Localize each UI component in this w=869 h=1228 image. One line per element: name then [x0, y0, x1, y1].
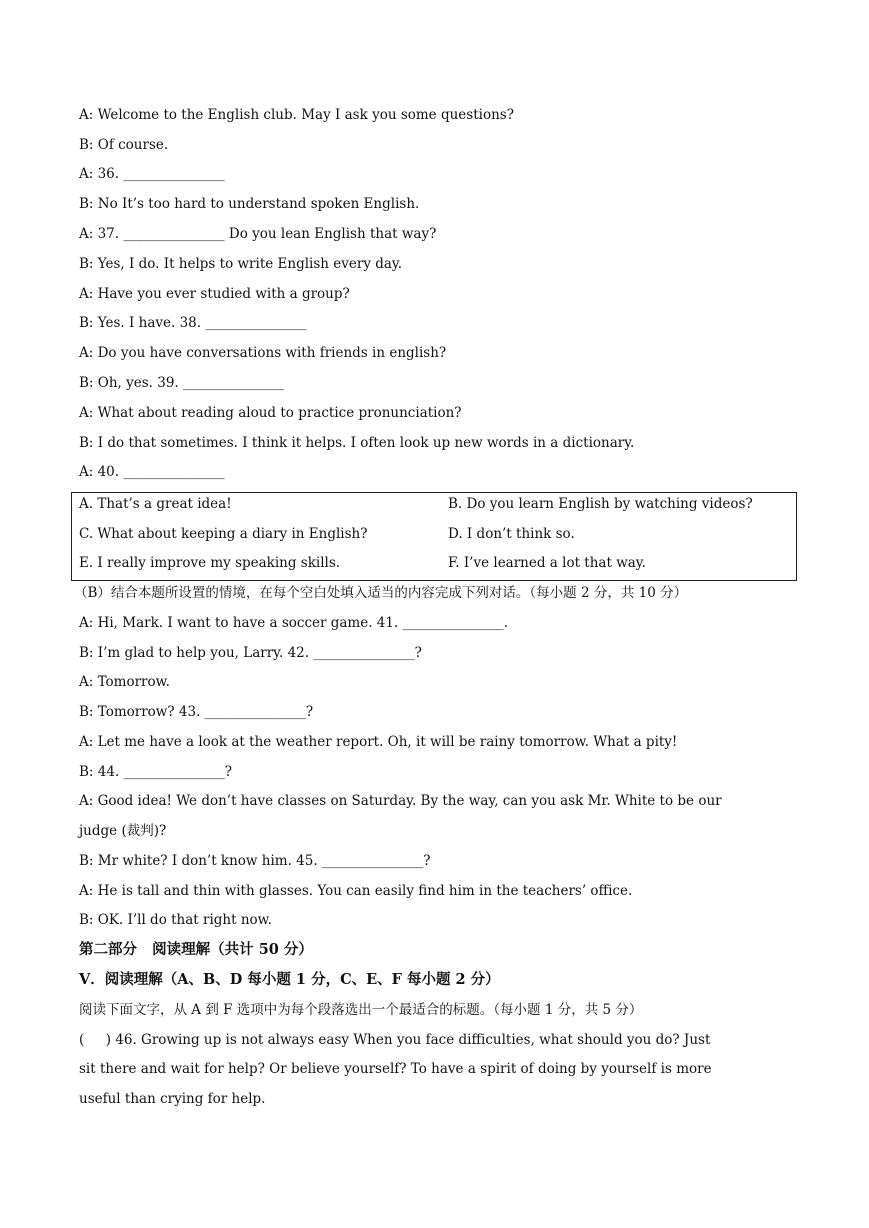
question-46-line: sit there and wait for help? Or believe yourself? To have a spirit of doing by yourself is more — [79, 1061, 712, 1077]
dialogue-line: judge (裁判)? — [79, 823, 167, 839]
dialogue-line: A: Do you have conversations with friends in english? — [79, 345, 447, 361]
option-e: E. I really improve my speaking skills. — [79, 555, 341, 571]
dialogue-line: B: Yes, I do. It helps to write English every day. — [79, 256, 403, 272]
dialogue-line: A: Welcome to the English club. May I ask you some questions? — [79, 107, 514, 123]
option-b: B. Do you learn English by watching videos? — [448, 496, 753, 512]
option-f: F. I’ve learned a lot that way. — [448, 555, 646, 571]
dialogue-line: B: OK. I’ll do that right now. — [79, 912, 272, 928]
dialogue-line: A: 37. _______________ Do you lean English that way? — [79, 226, 437, 242]
dialogue-line: A: Good idea! We don’t have classes on Saturday. By the way, can you ask Mr. White to be our — [79, 793, 722, 809]
part-two-title: 第二部分 阅读理解（共计 50 分） — [79, 941, 313, 958]
dialogue-line: B: Oh, yes. 39. _______________ — [79, 375, 285, 391]
dialogue-line: B: No It’s too hard to understand spoken English. — [79, 196, 420, 212]
question-46-line: ( ) 46. Growing up is not always easy When you face difficulties, what should you do? Just — [79, 1032, 711, 1048]
option-c: C. What about keeping a diary in English? — [79, 526, 368, 542]
options-box — [71, 492, 797, 581]
dialogue-line: B: Tomorrow? 43. _______________? — [79, 704, 314, 720]
dialogue-line: B: 44. _______________? — [79, 764, 233, 780]
section-b-instruction: （B）结合本题所设置的情境，在每个空白处填入适当的内容完成下列对话。（每小题 2 分，共 10 分） — [74, 585, 688, 601]
reading-instruction: 阅读下面文字，从 A 到 F 选项中为每个段落选出一个最适合的标题。（每小题 1 分，共 5 分） — [79, 1002, 643, 1018]
dialogue-line: A: 36. _______________ — [79, 166, 225, 182]
dialogue-line: A: Hi, Mark. I want to have a soccer game. 41. _______________. — [79, 615, 509, 631]
dialogue-line: B: Mr white? I don’t know him. 45. _______________? — [79, 853, 431, 869]
dialogue-line: B: Of course. — [79, 137, 169, 153]
dialogue-line: A: Have you ever studied with a group? — [79, 286, 350, 302]
dialogue-line: A: Let me have a look at the weather report. Oh, it will be rainy tomorrow. What a pity! — [79, 734, 678, 750]
dialogue-line: B: I do that sometimes. I think it helps. I often look up new words in a dictionary. — [79, 435, 635, 451]
section-five-title: Ⅴ．阅读理解（A、B、D 每小题 1 分，C、E、F 每小题 2 分） — [79, 971, 500, 988]
dialogue-line: A: Tomorrow. — [79, 674, 170, 690]
dialogue-line: B: Yes. I have. 38. _______________ — [79, 315, 307, 331]
dialogue-line: A: 40. _______________ — [79, 464, 225, 480]
dialogue-line: A: What about reading aloud to practice pronunciation? — [79, 405, 462, 421]
question-46-line: useful than crying for help. — [79, 1091, 266, 1107]
option-a: A. That’s a great idea! — [79, 496, 232, 512]
dialogue-line: A: He is tall and thin with glasses. You can easily find him in the teachers’ office. — [79, 883, 633, 899]
option-d: D. I don’t think so. — [448, 526, 575, 542]
dialogue-line: B: I’m glad to help you, Larry. 42. _______________? — [79, 645, 422, 661]
